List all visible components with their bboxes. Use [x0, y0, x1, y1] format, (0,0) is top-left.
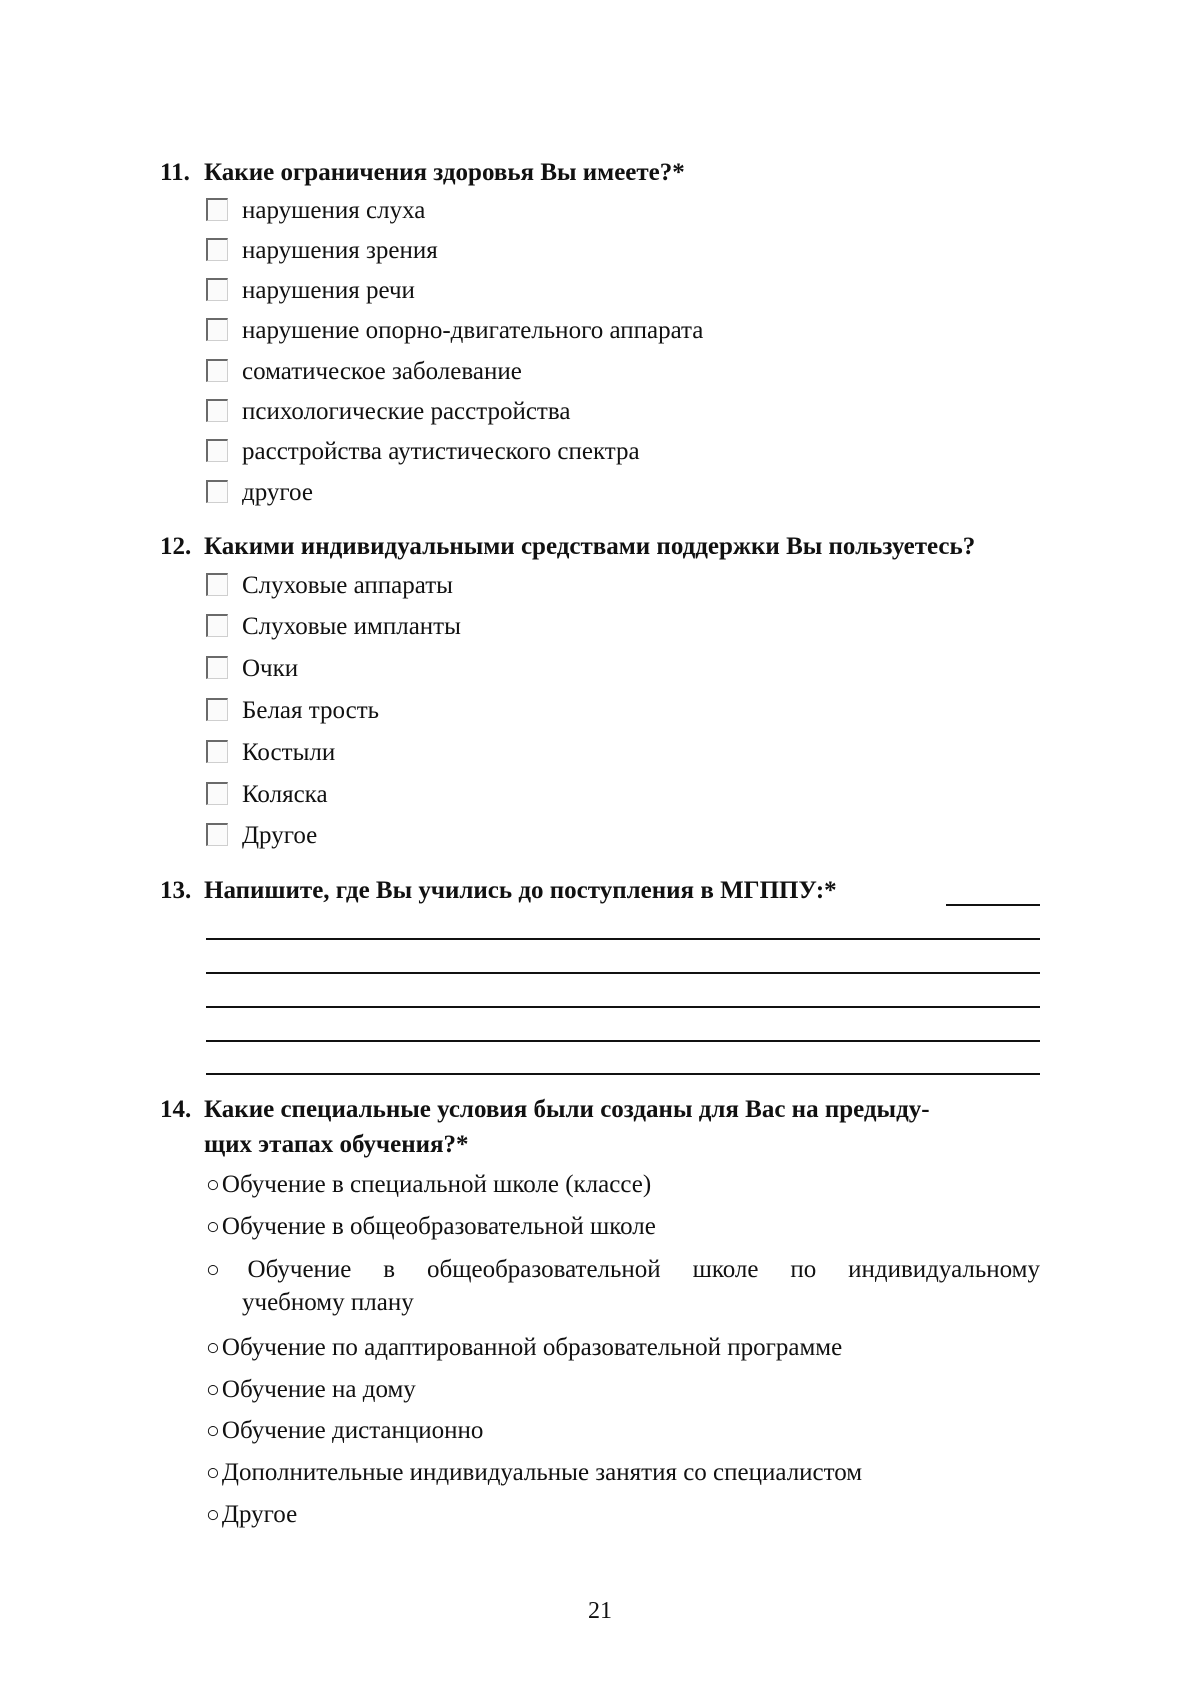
checkbox[interactable] — [206, 318, 228, 341]
radio-circle-icon[interactable]: ○ — [206, 1377, 220, 1402]
question-text: щих этапах обучения?* — [204, 1131, 469, 1158]
radio-label: Обучение в общеобразовательной школе по индивидуальному — [247, 1256, 1040, 1283]
checkbox[interactable] — [206, 198, 228, 221]
radio-option[interactable] — [206, 1458, 862, 1488]
question-number: 12. — [160, 533, 192, 560]
page-number: 21 — [588, 1598, 612, 1624]
checkbox-label: расстройства аутистического спектра — [242, 438, 640, 465]
question-12-title — [160, 530, 1040, 564]
checkbox-label: психологические расстройства — [242, 398, 571, 425]
radio-label: Другое — [221, 1501, 298, 1528]
checkbox[interactable] — [206, 238, 228, 261]
checkbox[interactable] — [206, 823, 228, 846]
radio-label: Обучение на дому — [221, 1376, 416, 1403]
radio-label: Обучение по адаптированной образовательной программе — [221, 1334, 843, 1361]
checkbox[interactable] — [206, 278, 228, 301]
radio-option[interactable] — [206, 1375, 416, 1405]
radio-circle-icon[interactable]: ○ — [206, 1257, 246, 1282]
question-11-title — [160, 156, 1040, 190]
radio-option[interactable] — [206, 1170, 651, 1200]
question-13-title — [160, 874, 1040, 908]
question-text: Какие специальные условия были созданы для Вас на предыду- — [204, 1096, 930, 1123]
checkbox-label: соматическое заболевание — [242, 358, 522, 385]
checkbox[interactable] — [206, 740, 228, 763]
radio-option[interactable] — [206, 1212, 656, 1242]
answer-line[interactable] — [946, 904, 1040, 906]
checkbox-label: Другое — [242, 822, 318, 849]
checkbox-label: Белая трость — [242, 697, 380, 724]
radio-label: Дополнительные индивидуальные занятия со специалистом — [221, 1459, 863, 1486]
radio-label: Обучение в общеобразовательной школе — [221, 1213, 656, 1240]
checkbox-label: Очки — [242, 655, 299, 682]
answer-line[interactable] — [206, 1006, 1040, 1008]
question-text: Какие ограничения здоровья Вы имеете?* — [204, 159, 685, 186]
checkbox[interactable] — [206, 698, 228, 721]
radio-circle-icon[interactable]: ○ — [206, 1214, 220, 1239]
radio-option[interactable] — [206, 1255, 1040, 1285]
radio-option[interactable] — [206, 1500, 297, 1530]
checkbox[interactable] — [206, 399, 228, 422]
question-number: 13. — [160, 877, 192, 904]
answer-line[interactable] — [206, 972, 1040, 974]
radio-circle-icon[interactable]: ○ — [206, 1502, 220, 1527]
checkbox-label: Коляска — [242, 781, 328, 808]
checkbox-label: нарушения слуха — [242, 197, 426, 224]
checkbox[interactable] — [206, 359, 228, 382]
question-text: Какими индивидуальными средствами поддержки Вы пользуетесь? — [204, 533, 976, 560]
radio-circle-icon[interactable]: ○ — [206, 1335, 220, 1360]
radio-option[interactable] — [206, 1416, 483, 1446]
question-14-title — [160, 1093, 1040, 1127]
radio-option[interactable] — [206, 1333, 842, 1363]
radio-label: Обучение дистанционно — [221, 1417, 484, 1444]
checkbox-label: нарушения зрения — [242, 237, 438, 264]
radio-circle-icon[interactable]: ○ — [206, 1172, 220, 1197]
question-text: Напишите, где Вы учились до поступления в МГППУ:* — [204, 877, 837, 904]
checkbox[interactable] — [206, 656, 228, 679]
answer-line[interactable] — [206, 1073, 1040, 1075]
checkbox[interactable] — [206, 573, 228, 596]
radio-label: Обучение в специальной школе (классе) — [221, 1171, 652, 1198]
checkbox[interactable] — [206, 782, 228, 805]
checkbox-label: нарушение опорно-двигательного аппарата — [242, 317, 704, 344]
answer-line[interactable] — [206, 938, 1040, 940]
checkbox-label: нарушения речи — [242, 277, 415, 304]
answer-line[interactable] — [206, 1040, 1040, 1042]
checkbox[interactable] — [206, 480, 228, 503]
checkbox-label: другое — [242, 479, 313, 506]
checkbox-label: Слуховые импланты — [242, 613, 461, 640]
question-number: 11. — [160, 159, 190, 186]
radio-circle-icon[interactable]: ○ — [206, 1460, 220, 1485]
radio-circle-icon[interactable]: ○ — [206, 1418, 220, 1443]
checkbox-label: Слуховые аппараты — [242, 572, 453, 599]
checkbox[interactable] — [206, 439, 228, 462]
radio-label-continued: учебному плану — [242, 1289, 414, 1316]
question-14-title-continued — [204, 1128, 1084, 1162]
question-number: 14. — [160, 1096, 192, 1123]
checkbox-label: Костыли — [242, 739, 336, 766]
checkbox[interactable] — [206, 614, 228, 637]
